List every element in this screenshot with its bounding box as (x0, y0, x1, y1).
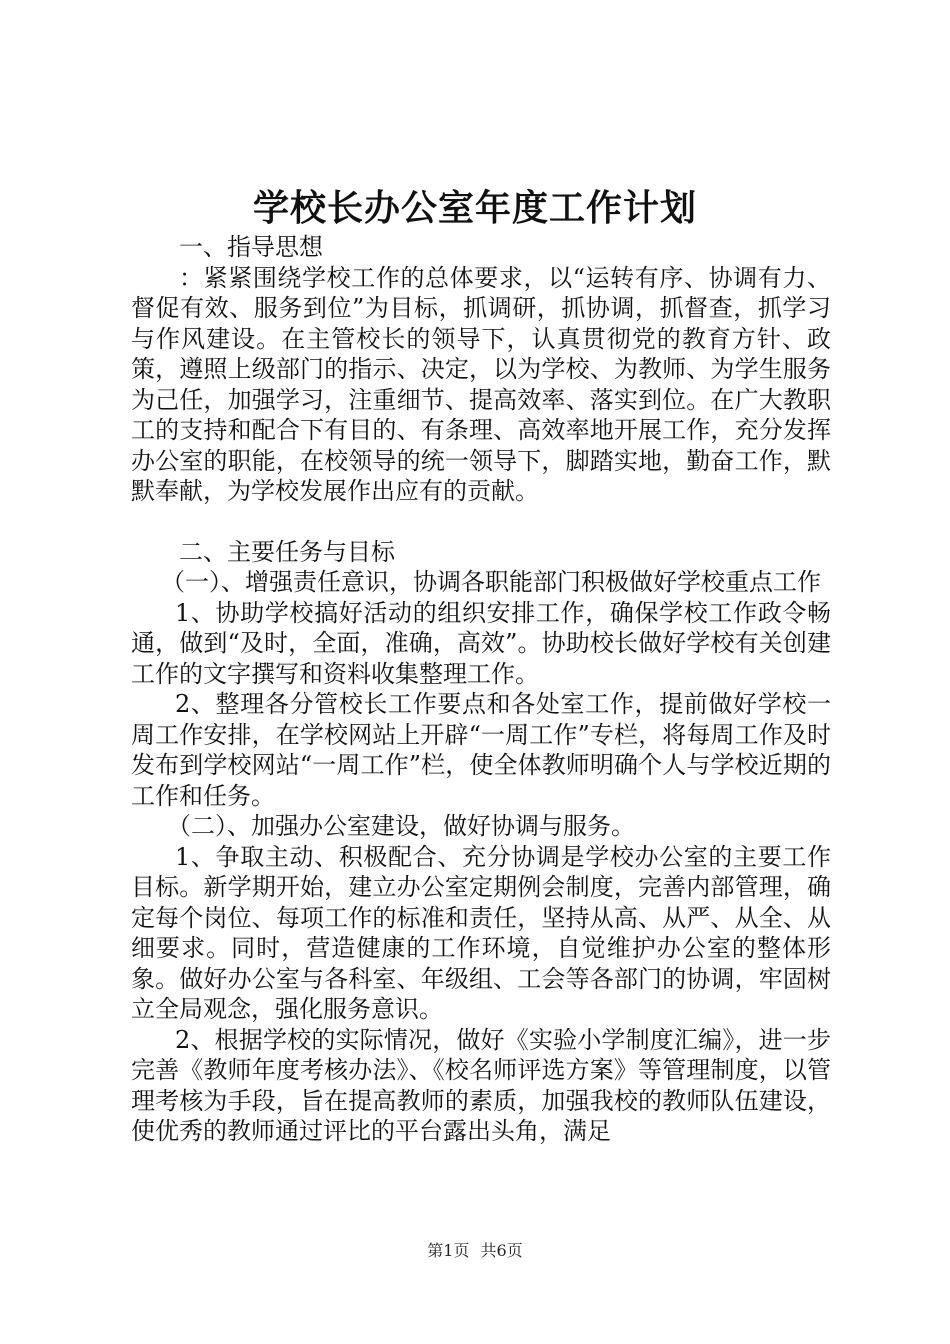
page-total: 共6页 (480, 1241, 523, 1260)
subsection-heading: （二）、加强办公室建设，做好协调与服务。 (167, 812, 635, 840)
section-heading: 二、主要任务与目标 (179, 537, 395, 566)
page-footer (0, 1240, 950, 1262)
body-paragraph: 2、根据学校的实际情况，做好《实验小学制度汇编》，进一步完善《教师年度考核办法》、《校名师评选方案》等管理制度，以管理考核为手段，旨在提高教师的素质，加强我校的教师队伍建设，使优秀的教师通过评比的平台露出头角，满足 (131, 1025, 831, 1145)
document-body (131, 232, 831, 1147)
body-paragraph: ：紧紧围绕学校工作的总体要求，以“运转有序、协调有力、督促有效、服务到位”为目标，抓调研，抓协调，抓督查，抓学习与作风建设。在主管校长的领导下，认真贯彻党的教育方针、政策，遵照上级部门的指示、决定，以为学校、为教师、为学生服务为己任，加强学习，注重细节、提高效率、落实到位。在广大教职工的支持和配合下有目的、有条理、高效率地开展工作，充分发挥办公室的职能，在校领导的统一领导下，脚踏实地，勤奋工作，默默奉献，为学校发展作出应有的贡献。 (131, 263, 831, 505)
document-title: 学校长办公室年度工作计划 (252, 187, 697, 229)
body-paragraph: 1、争取主动、积极配合、充分协调是学校办公室的主要工作目标。新学期开始，建立办公室定期例会制度，完善内部管理，确定每个岗位、每项工作的标准和责任，坚持从高、从严、从全、从细要求。同时，营造健康的工作环境，自觉维护办公室的整体形象。做好办公室与各科室、年级组、工会等各部门的协调，牢固树立全局观念，强化服务意识。 (131, 842, 831, 1023)
page-number: 第1页 (427, 1241, 470, 1260)
body-paragraph: 2、整理各分管校长工作要点和各处室工作，提前做好学校一周工作安排，在学校网站上开辟“一周工作”专栏，将每周工作及时发布到学校网站“一周工作”栏，使全体教师明确个人与学校近期的工作和任务。 (131, 690, 831, 810)
body-paragraph: 1、协助学校搞好活动的组织安排工作，确保学校工作政令畅通，做到“及时，全面，准确，高效”。协助校长做好学校有关创建工作的文字撰写和资料收集整理工作。 (131, 598, 831, 688)
subsection-heading: （一）、增强责任意识，协调各职能部门积极做好学校重点工作 (161, 568, 821, 596)
section-heading: 一、指导思想 (179, 233, 323, 261)
